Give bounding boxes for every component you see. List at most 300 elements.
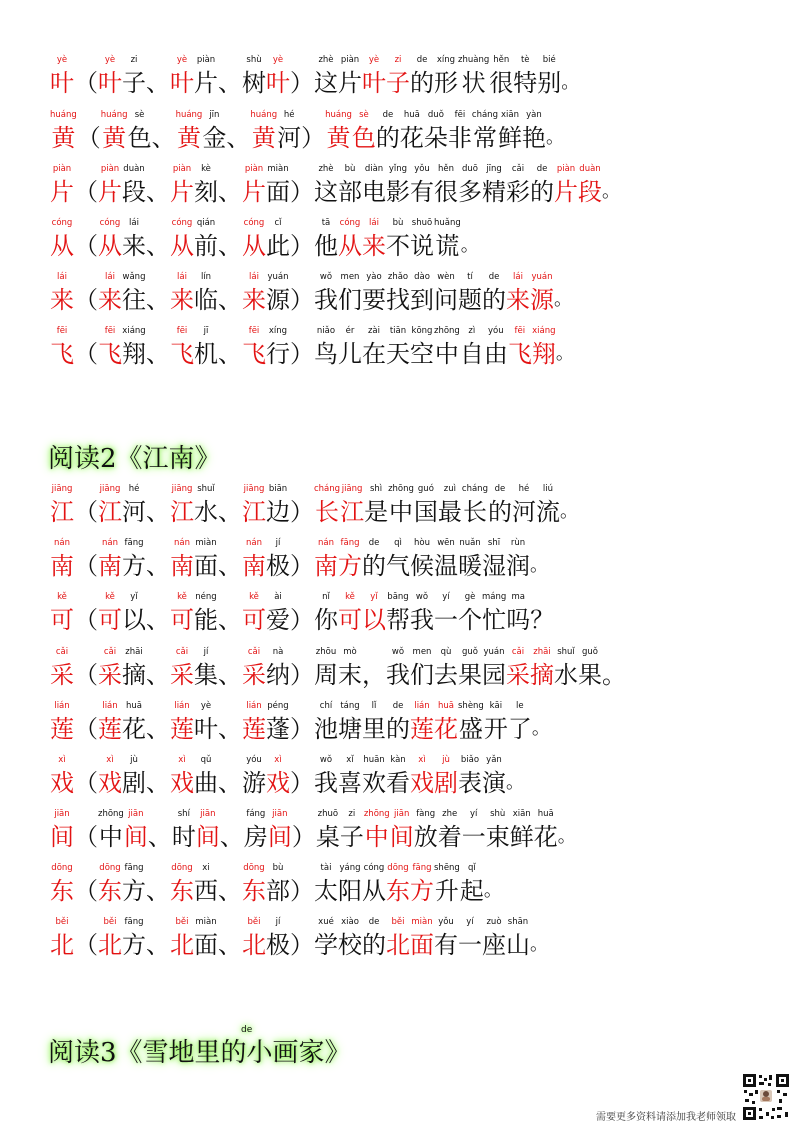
punctuation: ）: [290, 69, 314, 97]
hanzi: 边: [266, 498, 290, 526]
pinyin: běi: [103, 917, 117, 927]
sentence-character: [438, 483, 462, 528]
pinyin: yǐ: [370, 592, 378, 602]
target-character: [338, 537, 362, 582]
punctuation: （: [74, 340, 98, 368]
hanzi: 我: [314, 769, 338, 797]
pinyin: shì: [369, 484, 383, 494]
word-character: [194, 646, 218, 691]
pinyin: fēi: [56, 326, 68, 336]
pinyin: bié: [542, 55, 556, 65]
pinyin: cǐ: [274, 218, 282, 228]
hanzi: 北: [50, 931, 74, 959]
hanzi: 升: [434, 877, 459, 905]
punctuation: 、: [146, 715, 170, 743]
hanzi: 润: [506, 552, 530, 580]
hanzi: 极: [266, 931, 290, 959]
pinyin: cóng: [339, 218, 361, 228]
pinyin: huáng: [175, 110, 203, 120]
pinyin: jiāng: [99, 484, 121, 494]
sentence-character: [458, 700, 484, 745]
word-character: [122, 700, 146, 745]
word-character: [98, 754, 122, 799]
sentence-character: [362, 537, 386, 582]
word-character: [266, 163, 290, 208]
word-character: [170, 646, 194, 691]
hanzi: 南: [98, 552, 122, 580]
pinyin: yǒu: [414, 164, 430, 174]
hanzi: 表: [458, 769, 482, 797]
sentence-character: [513, 54, 537, 99]
hanzi: 江: [98, 498, 122, 526]
hanzi: 问: [434, 286, 458, 314]
pinyin: dōng: [51, 863, 73, 873]
hanzi: 们: [410, 661, 434, 689]
sentence-character: [314, 754, 338, 799]
sentence-character: [482, 916, 506, 961]
sentence-character: [338, 754, 362, 799]
hanzi: 校: [338, 931, 362, 959]
hanzi: 果: [578, 661, 602, 689]
punctuation: 、: [146, 286, 170, 314]
vocab-line: [50, 700, 550, 745]
pinyin: hòu: [414, 538, 430, 548]
hanzi: 爱: [266, 606, 290, 634]
hanzi: 面: [194, 931, 218, 959]
sentence-character: [508, 700, 532, 745]
pinyin: zhuō: [317, 809, 339, 819]
pinyin: zhāi: [125, 647, 143, 657]
pinyin: xíng: [436, 55, 456, 65]
vocab-line: [50, 591, 554, 636]
word-character: [170, 916, 194, 961]
hanzi: 了: [507, 715, 532, 743]
hanzi: 来: [506, 286, 530, 314]
pinyin: cháng: [461, 484, 488, 494]
pinyin: lái: [57, 272, 67, 282]
word-character: [242, 325, 266, 370]
pinyin: jù: [130, 755, 138, 765]
sentence-character: [340, 808, 364, 853]
punctuation: 、: [226, 124, 251, 152]
pinyin: dōng: [243, 863, 265, 873]
pinyin: shù: [490, 809, 506, 819]
hanzi: 叶: [266, 69, 290, 97]
pinyin: de: [536, 164, 548, 174]
pinyin: kāi: [489, 701, 503, 711]
word-character: [202, 109, 226, 154]
pinyin: shuǐ: [557, 647, 575, 657]
period-mark: 。: [460, 235, 479, 256]
hanzi: 形: [434, 69, 458, 97]
pinyin: zhōng: [98, 809, 124, 819]
period-mark: 。: [559, 501, 578, 522]
hanzi: 由: [483, 340, 508, 368]
pinyin: jīng: [486, 164, 502, 174]
sentence-character: [314, 862, 338, 907]
pinyin: qǐ: [467, 863, 476, 873]
punctuation: 、: [146, 931, 170, 959]
pinyin: qián: [196, 218, 216, 228]
hanzi: 曲: [194, 769, 218, 797]
pinyin: xiān: [512, 809, 531, 819]
pinyin: péng: [267, 701, 289, 711]
word-character: [266, 754, 290, 799]
sentence-character: [498, 109, 522, 154]
pinyin: fāng: [340, 538, 360, 548]
hanzi: 北: [386, 931, 410, 959]
hanzi: 从: [338, 232, 362, 260]
pinyin: xì: [178, 755, 186, 765]
hanzi: 飞: [170, 340, 194, 368]
hanzi: 可: [242, 606, 266, 634]
punctuation: （: [76, 124, 101, 152]
pinyin: huǎng: [434, 218, 461, 228]
pinyin: tiān: [389, 326, 407, 336]
punctuation: （: [74, 606, 98, 634]
target-character: [364, 808, 390, 853]
hanzi: 可: [50, 606, 74, 634]
hanzi: 精: [482, 178, 506, 206]
pinyin: xiào: [341, 917, 359, 927]
pinyin: huā: [537, 809, 554, 819]
sentence-character: [424, 109, 448, 154]
hanzi: 东: [50, 877, 74, 905]
pinyin: kè: [201, 164, 211, 174]
hanzi: 方: [122, 877, 146, 905]
sentence-character: [314, 271, 338, 316]
sentence-character: [386, 700, 410, 745]
hanzi: 刻: [194, 178, 218, 206]
word-character: [170, 325, 194, 370]
period-mark: 。: [506, 772, 524, 793]
period-mark: 。: [561, 72, 580, 93]
pinyin: lián: [54, 701, 70, 711]
pinyin: xíng: [268, 326, 288, 336]
word-character: [124, 808, 148, 853]
hanzi: 前: [194, 232, 218, 260]
punctuation: ）: [290, 769, 314, 797]
hanzi: 方: [122, 931, 146, 959]
sentence-character: [410, 271, 434, 316]
pinyin: zhōu: [315, 647, 337, 657]
pinyin: biǎo: [460, 755, 480, 765]
hanzi: 以: [122, 606, 146, 634]
sentence-character: [338, 54, 362, 99]
word-character: [98, 808, 124, 853]
pinyin: zhōng: [363, 809, 390, 819]
hanzi: 题: [458, 286, 482, 314]
pinyin: nǐ: [322, 592, 330, 602]
pinyin: jiāng: [171, 484, 193, 494]
hanzi: 这: [314, 69, 338, 97]
pinyin: nà: [272, 647, 284, 657]
word-character: [277, 109, 301, 154]
vocab-line: [50, 163, 620, 208]
word-character: [194, 754, 218, 799]
hanzi: 东: [170, 877, 194, 905]
hanzi: 方: [338, 552, 362, 580]
sentence-character: [364, 483, 388, 528]
hanzi: 片: [194, 69, 218, 97]
hanzi: 湿: [482, 552, 506, 580]
word-character: [266, 217, 290, 262]
punctuation: （: [74, 286, 98, 314]
pinyin: jù: [442, 755, 450, 765]
hanzi: 末: [338, 661, 362, 689]
word-character: [242, 217, 266, 262]
sentence-character: [414, 483, 438, 528]
pinyin: wǒ: [319, 272, 333, 282]
punctuation: （: [74, 823, 98, 851]
pinyin: kě: [345, 592, 355, 602]
hanzi: 的: [362, 552, 386, 580]
hanzi: 往: [122, 286, 146, 314]
sentence-character: [482, 646, 506, 691]
hanzi: 是: [364, 498, 389, 526]
hanzi: 片: [50, 178, 74, 206]
vocab-line: [50, 808, 576, 853]
sentence-character: [554, 646, 578, 691]
hanzi: 候: [410, 552, 434, 580]
word-character: [242, 862, 266, 907]
hanzi: 这: [314, 178, 338, 206]
hanzi: 一: [461, 823, 486, 851]
punctuation: 、: [218, 69, 242, 97]
hanzi: 采: [50, 661, 74, 689]
period-mark: 。: [530, 934, 548, 955]
pinyin: huáng: [250, 110, 278, 120]
pinyin: cǎi: [55, 647, 69, 657]
sentence-character: [314, 217, 338, 262]
pinyin: wǒ: [415, 592, 429, 602]
pinyin: bāng: [387, 592, 409, 602]
pinyin: huā: [126, 701, 142, 711]
pinyin: fēi: [454, 110, 466, 120]
pinyin: yè: [56, 55, 68, 65]
sentence-character: [484, 325, 508, 370]
target-character: [338, 217, 362, 262]
hanzi: 叶: [362, 69, 386, 97]
hanzi: 剧: [434, 769, 458, 797]
pinyin: dōng: [99, 863, 121, 873]
hanzi: 从: [50, 232, 74, 260]
sentence-character: [410, 217, 434, 262]
vocab-line: [50, 916, 548, 961]
target-character: [314, 537, 338, 582]
hanzi: 周: [314, 661, 338, 689]
word-character: [176, 109, 203, 154]
punctuation: 、: [218, 715, 242, 743]
hanzi: 间: [389, 823, 414, 851]
hanzi: 东: [242, 877, 266, 905]
hanzi: 我: [386, 661, 410, 689]
target-character: [50, 271, 74, 316]
word-character: [242, 54, 266, 99]
hanzi: 从: [362, 877, 386, 905]
hanzi: 河: [277, 124, 302, 152]
pinyin: zhōng: [434, 326, 460, 336]
pinyin: de: [392, 701, 404, 711]
hanzi: 帮: [386, 606, 410, 634]
pinyin: yí: [469, 809, 478, 819]
sentence-character: [314, 646, 338, 691]
hanzi: 从: [98, 232, 122, 260]
pinyin: lái: [249, 272, 259, 282]
vocab-line: [50, 754, 524, 799]
pinyin: fāng: [412, 863, 432, 873]
punctuation: 、: [146, 178, 170, 206]
hanzi: 江: [50, 498, 74, 526]
hanzi: 中: [434, 340, 459, 368]
hanzi: 面: [194, 552, 218, 580]
pinyin: shí: [177, 809, 190, 819]
pinyin: cóng: [243, 218, 265, 228]
hanzi: 暖: [458, 552, 482, 580]
pinyin: zhōng: [388, 484, 414, 494]
word-character: [266, 646, 290, 691]
period-mark: 。: [483, 880, 502, 901]
hanzi: 能: [194, 606, 218, 634]
target-character: [362, 54, 386, 99]
pinyin: duǒ: [427, 110, 444, 120]
hanzi: 南: [242, 552, 266, 580]
word-character: [101, 109, 128, 154]
sentence-character: [410, 646, 434, 691]
sentence-character: [482, 163, 506, 208]
sentence-character: [338, 163, 362, 208]
target-character: [506, 646, 530, 691]
sentence-character: [530, 591, 554, 636]
word-character: [98, 591, 122, 636]
pinyin: běi: [247, 917, 261, 927]
target-character: [434, 700, 458, 745]
sentence-character: [460, 325, 484, 370]
pinyin: zi: [130, 55, 138, 65]
sentence-character: [434, 163, 458, 208]
punctuation: （: [74, 178, 98, 206]
word-character: [194, 325, 218, 370]
word-character: [196, 808, 220, 853]
sentence-character: [386, 591, 410, 636]
hanzi: 来: [122, 232, 146, 260]
punctuation: ）: [290, 286, 314, 314]
sentence-character: [386, 325, 410, 370]
pinyin: zi: [394, 55, 402, 65]
pinyin: qì: [394, 538, 402, 548]
period-mark: 。: [602, 181, 620, 202]
target-character: [554, 163, 578, 208]
pinyin: nuǎn: [459, 538, 481, 548]
hanzi: 部: [266, 877, 290, 905]
sentence-character: [362, 700, 386, 745]
pinyin: xiáng: [122, 326, 146, 336]
pinyin: qù: [440, 647, 452, 657]
pinyin: hěn: [437, 164, 454, 174]
pinyin: miàn: [411, 917, 433, 927]
pinyin: yào: [366, 272, 382, 282]
hanzi: 影: [386, 178, 410, 206]
hanzi: 的: [410, 69, 434, 97]
target-character: [530, 271, 554, 316]
sentence-character: [512, 483, 536, 528]
pinyin: guó: [417, 484, 434, 494]
sentence-character: [434, 271, 458, 316]
pinyin: miàn: [267, 164, 289, 174]
hanzi: 戏: [266, 769, 290, 797]
word-character: [242, 700, 266, 745]
vocab-line: [50, 109, 564, 154]
sentence-character: [506, 591, 530, 636]
sentence-character: [534, 808, 558, 853]
pinyin: lín: [200, 272, 212, 282]
hanzi: 你: [314, 606, 338, 634]
sentence-character: [314, 916, 338, 961]
hanzi: 子: [386, 69, 410, 97]
punctuation: ）: [290, 232, 314, 260]
hanzi: 片: [338, 69, 362, 97]
pinyin: xiān: [500, 110, 519, 120]
hanzi: 长: [315, 498, 340, 526]
pinyin: ma: [511, 592, 526, 602]
word-character: [194, 537, 218, 582]
pinyin: ài: [274, 592, 282, 602]
period-mark: 。: [531, 718, 550, 739]
pinyin: běi: [55, 917, 69, 927]
sentence-character: [434, 217, 461, 262]
period-mark: 。: [545, 127, 564, 148]
punctuation: （: [74, 931, 98, 959]
punctuation: （: [74, 552, 98, 580]
hanzi: 方: [410, 877, 434, 905]
sentence-character: [484, 700, 508, 745]
word-character: [250, 109, 277, 154]
hanzi: 摘: [530, 661, 554, 689]
pinyin: fēi: [104, 326, 116, 336]
word-character: [122, 217, 146, 262]
pinyin: lián: [102, 701, 118, 711]
pinyin: dōng: [387, 863, 409, 873]
hanzi: 翔: [531, 340, 556, 368]
hanzi: 国: [413, 498, 438, 526]
hanzi: 天: [386, 340, 410, 368]
word-character: [194, 163, 218, 208]
hanzi: 间: [267, 823, 292, 851]
hanzi: 中: [364, 823, 389, 851]
pinyin: fāng: [124, 538, 144, 548]
pinyin: cǎi: [247, 647, 261, 657]
hanzi: 金: [202, 124, 227, 152]
pinyin: hěn: [493, 55, 510, 65]
punctuation: 、: [218, 286, 242, 314]
hanzi: 段: [578, 178, 602, 206]
footer-note: 需要更多资料请添加我老师领取: [596, 1112, 736, 1123]
hanzi: 塘: [338, 715, 362, 743]
pinyin: [362, 646, 386, 659]
sentence-character: [458, 591, 482, 636]
pinyin: cǎi: [511, 164, 525, 174]
sentence-character: [410, 591, 434, 636]
sentence-character: [482, 754, 506, 799]
hanzi: 南: [50, 552, 74, 580]
word-character: [98, 862, 122, 907]
pinyin: de: [416, 55, 428, 65]
hanzi: 从: [170, 232, 194, 260]
pinyin: cǎi: [175, 647, 189, 657]
sentence-character: [460, 862, 484, 907]
sentence-character: [448, 109, 472, 154]
punctuation: 、: [219, 823, 244, 851]
